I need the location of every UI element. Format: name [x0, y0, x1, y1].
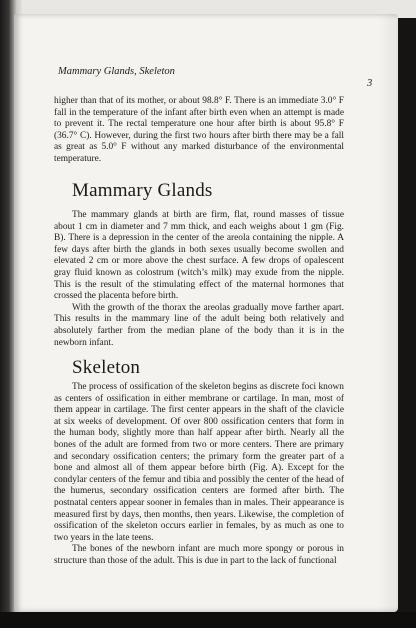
- page-number: 3: [367, 78, 373, 89]
- intro-paragraph: higher than that of its mother, or about 98.8° F. There is an immediate 3.0° F fall in the temperature of the infant after birth even when an attempt is made to prevent it. The rectal temperature one hour after birth is about 95.8° F (36.7° C). However, during the first two hours after birth there may be a fall as great as 5.0° F without any marked disturbance of the environmental temperature.: [54, 96, 344, 164]
- scan-background-bottom: [0, 612, 416, 628]
- skeleton-paragraph-1: The process of ossification of the skeleton begins as discrete foci known as centers of ossification in either membrane or cartilage. In man, most of them appear in cartilage. The first center appears in the shaft of the clavicle at six weeks of development. Of over 800 ossification centers that form in the human body, slightly more than half appear after birth. Nearly all the bones of the adult are formed from two or more centers. There are primary and secondary ossification centers; the primary form the greater part of a bone and almost all of them appear before birth (Fig. A). Except for the condylar centers of the femur and tibia and possibly the center of the head of the humerus, secondary ossification centers are formed after birth. The postnatal centers appear sooner in females than in males. Their appearance is measured first by days, then months, then years. Likewise, the completion of ossification of the skeleton occurs earlier in females, by as much as one to two years in the late teens.: [54, 382, 344, 543]
- mammary-paragraph-1: The mammary glands at birth are firm, flat, round masses of tissue about 1 cm in diameter and 7 mm thick, and each weighs about 1 gm (Fig. B). There is a depression in the center of the areola containing the nipple. A few days after birth the glands in both sexes usually become swollen and elevated 2 cm or more above the chest surface. A few drops of opalescent gray fluid known as colostrum (witch’s milk) may exude from the nipple. This is the result of the stimulating effect of the maternal hormones that crossed the placenta before birth.: [54, 210, 344, 302]
- running-head: Mammary Glands, Skeleton: [58, 66, 175, 77]
- page-shadow: [378, 14, 398, 612]
- mammary-section-text: [54, 210, 344, 349]
- skeleton-section-text: [54, 382, 344, 568]
- section-heading-skeleton: Skeleton: [72, 357, 141, 378]
- skeleton-paragraph-2: The bones of the newborn infant are much more spongy or porous in structure than those of the adult. This is due in part to the lack of functional: [54, 544, 344, 566]
- mammary-paragraph-2: With the growth of the thorax the areolas gradually move farther apart. This results in the mammary line of the adult being both relatively and absolutely farther from the median plane of the body than it is in the newborn infant.: [54, 302, 344, 348]
- intro-paragraph-block: [54, 96, 344, 166]
- book-page: [14, 14, 398, 612]
- section-heading-mammary-glands: Mammary Glands: [72, 180, 213, 201]
